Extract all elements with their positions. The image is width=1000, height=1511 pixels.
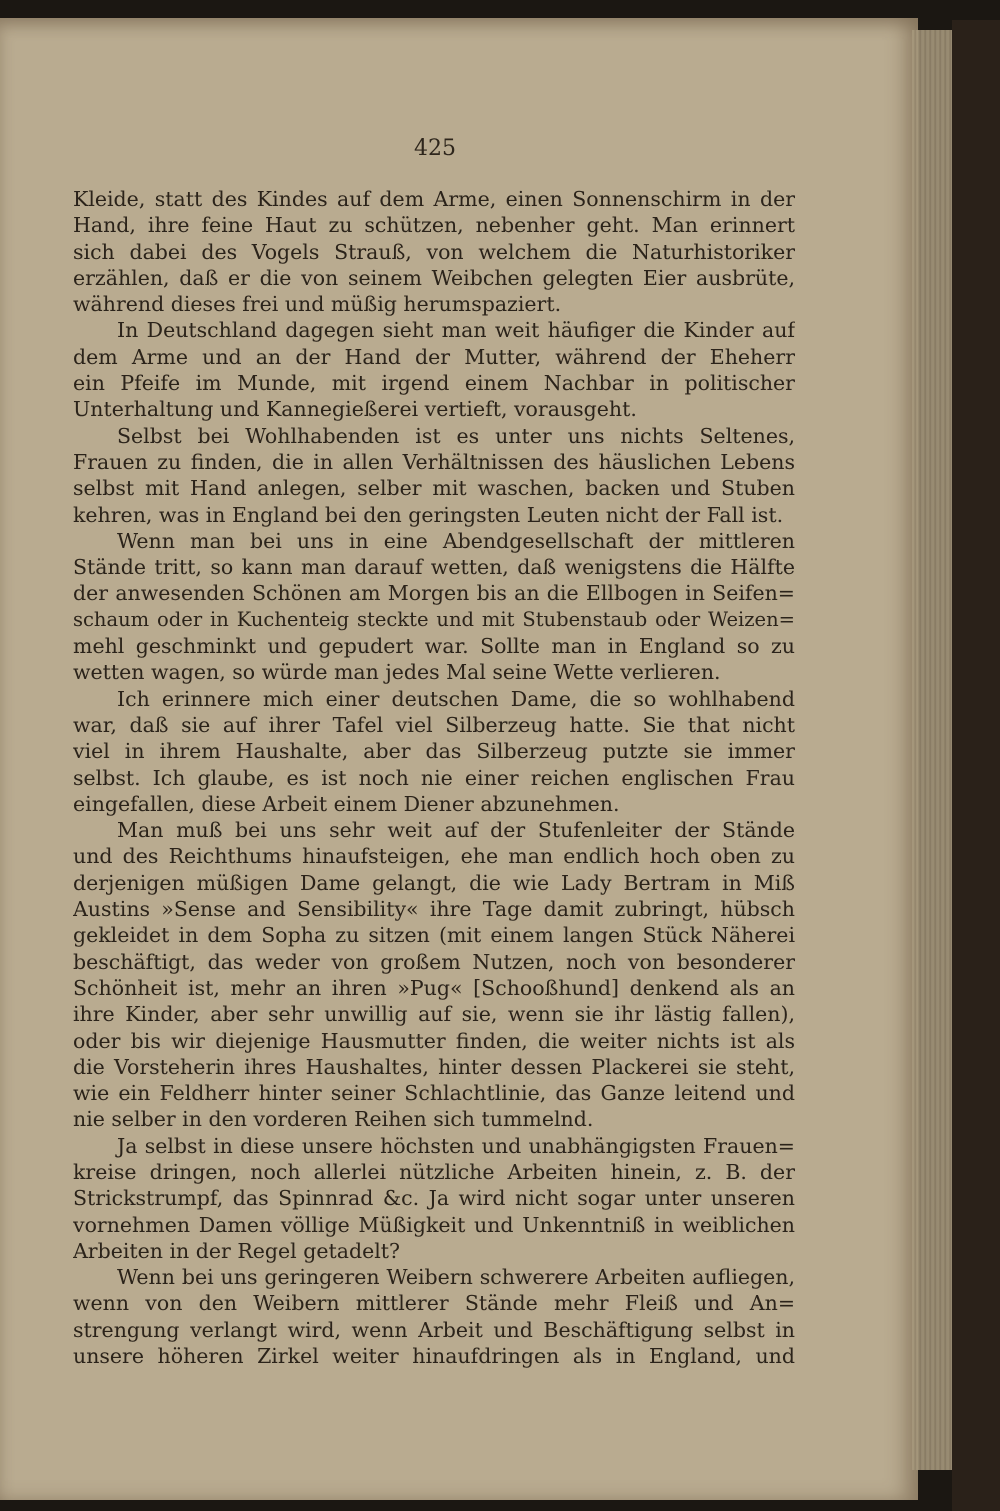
text-line: Wenn bei uns geringeren Weibern schwerere Arbeiten aufliegen, — [117, 1265, 795, 1290]
text-line: Unterhaltung und Kannegießerei vertieft, vorausgeht. — [73, 397, 637, 422]
text-line: Frauen zu finden, die in allen Verhältnissen des häuslichen Lebens — [73, 449, 795, 474]
text-line: Man muß bei uns sehr weit auf der Stufenleiter der Stände — [117, 818, 795, 843]
text-line: strengung verlangt wird, wenn Arbeit und Beschäftigung selbst in — [73, 1317, 795, 1342]
text-line: gekleidet in dem Sopha zu sitzen (mit einem langen Stück Näherei — [73, 923, 795, 948]
text-line: kreise dringen, noch allerlei nützliche Arbeiten hinein, z. B. der — [73, 1159, 795, 1184]
text-line: wie ein Feldherr hinter seiner Schlachtlinie, das Ganze leitend und — [73, 1081, 795, 1106]
text-line: Schönheit ist, mehr an ihren »Pug« [Schooßhund] denkend als an — [73, 975, 795, 1000]
text-line: Selbst bei Wohlhabenden ist es unter uns nichts Seltenes, — [117, 423, 795, 448]
text-line: Strickstrumpf, das Spinnrad &c. Ja wird nicht sogar unter unseren — [73, 1186, 795, 1211]
text-line: Austins »Sense and Sensibility« ihre Tage damit zubringt, hübsch — [73, 897, 795, 922]
text-line: In Deutschland dagegen sieht man weit häufiger die Kinder auf — [117, 318, 795, 343]
text-line: viel in ihrem Haushalte, aber das Silberzeug putzte sie immer — [73, 739, 795, 764]
text-line: die Vorsteherin ihres Haushaltes, hinter dessen Plackerei sie steht, — [73, 1054, 795, 1079]
text-line: Ja selbst in diese unsere höchsten und unabhängigsten Frauen= — [117, 1133, 795, 1158]
text-line: Kleide, statt des Kindes auf dem Arme, einen Sonnenschirm in der — [73, 187, 795, 211]
text-line: selbst mit Hand anlegen, selber mit waschen, backen und Stuben — [73, 476, 795, 501]
text-line: beschäftigt, das weder von großem Nutzen, noch von besonderer — [73, 949, 795, 974]
text-line: eingefallen, diese Arbeit einem Diener abzunehmen. — [73, 791, 620, 816]
text-line: Stände tritt, so kann man darauf wetten, daß wenigstens die Hälfte — [73, 555, 795, 580]
text-line: Ich erinnere mich einer deutschen Dame, die so wohlhabend — [117, 686, 795, 711]
text-line: ihre Kinder, aber sehr unwillig auf sie, wenn sie ihr lästig fallen), — [73, 1002, 795, 1027]
text-line: schaum oder in Kuchenteig steckte und mit Stubenstaub oder Weizen= — [73, 607, 795, 631]
text-line: Arbeiten in der Regel getadelt? — [73, 1238, 400, 1263]
text-line: unsere höheren Zirkel weiter hinaufdringen als in England, und — [73, 1344, 795, 1369]
text-line: dem Arme und an der Hand der Mutter, während der Eheherr — [73, 344, 795, 369]
text-line: Wenn man bei uns in eine Abendgesellschaft der mittleren — [117, 528, 795, 553]
body-text — [73, 186, 795, 1369]
text-line: und des Reichthums hinaufsteigen, ehe man endlich hoch oben zu — [73, 844, 795, 869]
paper-page — [0, 18, 918, 1500]
text-line: mehl geschminkt und gepudert war. Sollte man in England so zu — [73, 634, 795, 659]
text-line: vornehmen Damen völlige Müßigkeit und Unkenntniß in weiblichen — [73, 1212, 795, 1237]
text-line: war, daß sie auf ihrer Tafel viel Silberzeug hatte. Sie that nicht — [73, 712, 795, 737]
text-line: erzählen, daß er die von seinem Weibchen gelegten Eier ausbrüte, — [73, 265, 795, 290]
text-line: der anwesenden Schönen am Morgen bis an die Ellbogen in Seifen= — [73, 581, 795, 606]
text-line: wetten wagen, so würde man jedes Mal seine Wette verlieren. — [73, 660, 721, 685]
text-line: ein Pfeife im Munde, mit irgend einem Nachbar in politischer — [73, 371, 795, 396]
text-line: während dieses frei und müßig herumspaziert. — [73, 292, 562, 317]
text-line: derjenigen müßigen Dame gelangt, die wie Lady Bertram in Miß — [73, 870, 795, 895]
text-line: nie selber in den vorderen Reihen sich tummelnd. — [73, 1107, 594, 1132]
text-line: selbst. Ich glaube, es ist noch nie einer reichen englischen Frau — [73, 765, 795, 790]
page-number: 425 — [414, 136, 456, 161]
text-line: kehren, was in England bei den geringsten Leuten nicht der Fall ist. — [73, 502, 784, 527]
text-line: wenn von den Weibern mittlerer Stände mehr Fleiß und An= — [73, 1291, 795, 1316]
text-line: Hand, ihre feine Haut zu schützen, nebenher geht. Man erinnert — [73, 213, 795, 238]
book-cover — [952, 20, 1000, 1511]
text-line: oder bis wir diejenige Hausmutter finden, die weiter nichts ist als — [73, 1028, 795, 1053]
page-edges — [912, 30, 952, 1470]
text-line: sich dabei des Vogels Strauß, von welchem die Naturhistoriker — [73, 239, 795, 264]
